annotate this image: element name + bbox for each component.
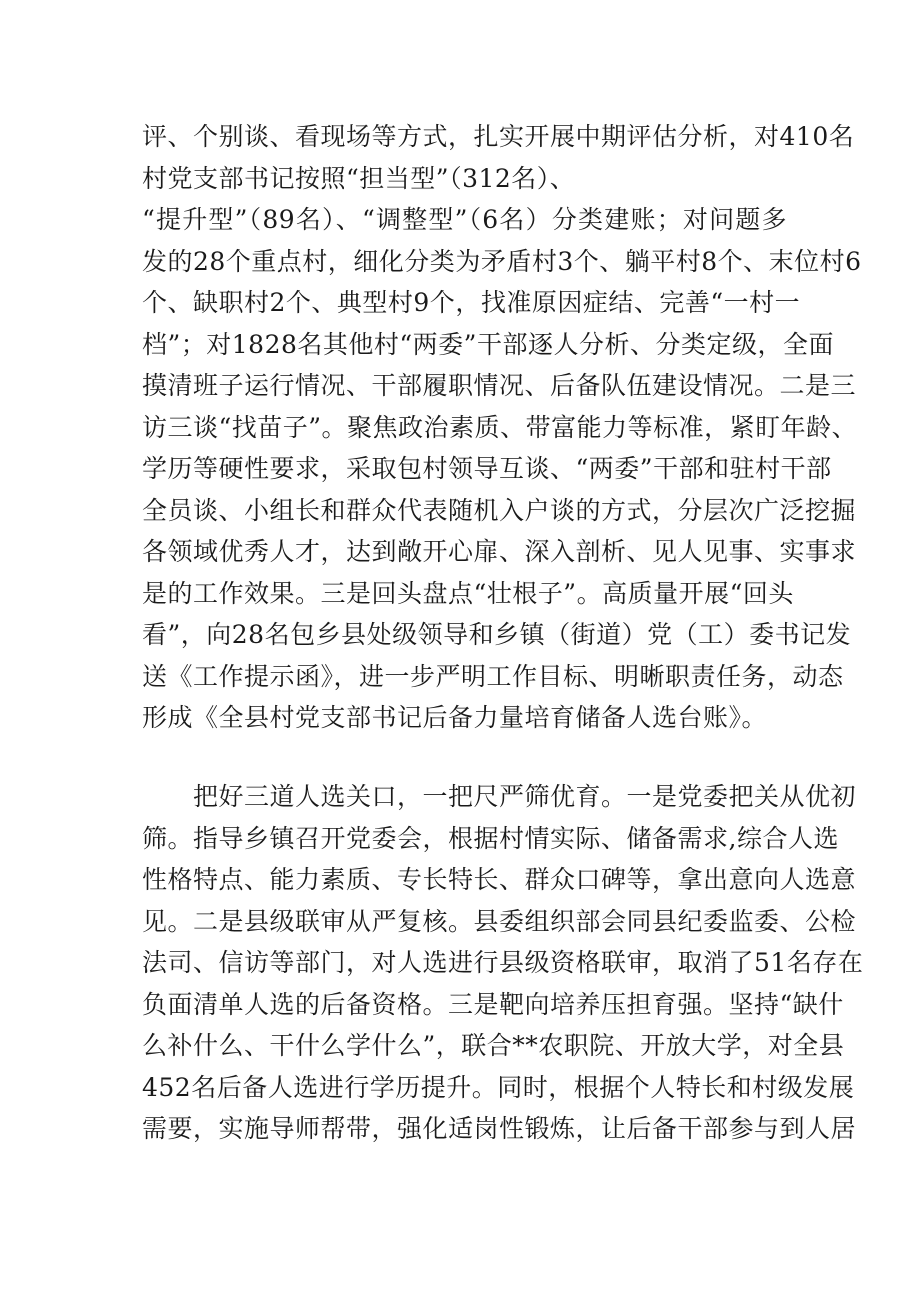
paragraph-line: 性格特点、能力素质、专长特长、群众口碑等，拿出意向人选意 <box>142 865 857 894</box>
paragraph-line: 把好三道人选关口，一把尺严筛优育。一是党委把关从优初 <box>142 782 857 811</box>
paragraph-line: 摸清班子运行情况、干部履职情况、后备队伍建设情况。二是三 <box>142 371 857 400</box>
paragraph-line: 需要，实施导师帮带，强化适岗性锻炼，让后备干部参与到人居 <box>142 1114 857 1143</box>
paragraph-line: 访三谈“找苗子”。聚焦政治素质、带富能力等标准，紧盯年龄、 <box>142 412 858 442</box>
paragraph-2 <box>142 776 864 1150</box>
paragraph-line: 形成《全县村党支部书记后备力量培育储备人选台账》。 <box>142 703 768 732</box>
paragraph-line: 村党支部书记按照“担当型”（312名）、 <box>142 163 576 193</box>
paragraph-line: “提升型”（89名）、“调整型”（6名）分类建账；对问题多 <box>142 205 787 234</box>
paragraph-line: 评、个别谈、看现场等方式，扎实开展中期评估分析，对410名 <box>142 122 855 151</box>
paragraph-line: 学历等硬性要求，采取包村领导互谈、“两委”干部和驻村干部 <box>142 454 832 483</box>
paragraph-line: 发的28个重点村，细化分类为矛盾村3个、躺平村8个、末位村6 <box>142 246 862 276</box>
paragraph-line: 送《工作提示函》，进一步严明工作目标、明晰职责任务，动态 <box>142 661 844 691</box>
paragraph-line: 负面清单人选的后备资格。三是靶向培养压担育强。坚持“缺什 <box>142 989 844 1019</box>
paragraph-line: 法司、信访等部门，对人选进行县级资格联审，取消了51名存在 <box>142 948 864 977</box>
paragraph-line: 见。二是县级联审从严复核。县委组织部会同县纪委监委、公检 <box>142 906 857 936</box>
paragraph-line: 么补什么、干什么学什么”，联合**农职院、开放大学，对全县 <box>142 1031 845 1060</box>
paragraph-line: 全员谈、小组长和群众代表随机入户谈的方式，分层次广泛挖掘 <box>142 495 857 525</box>
paragraph-line: 档”；对1828名其他村“两委”干部逐人分析、分类定级，全面 <box>142 329 834 359</box>
paragraph-1 <box>142 116 862 739</box>
paragraph-line: 是的工作效果。三是回头盘点“壮根子”。高质量开展“回头 <box>142 578 794 608</box>
paragraph-line: 452名后备人选进行学历提升。同时，根据个人特长和村级发展 <box>142 1072 855 1102</box>
paragraph-line: 个、缺职村2个、典型村9个，找准原因症结、完善“一村一 <box>142 288 801 317</box>
paragraph-line: 各领域优秀人才，达到敞开心扉、深入剖析、见人见事、实事求 <box>142 537 857 566</box>
paragraph-line: 看”，向28名包乡县处级领导和乡镇（街道）党（工）委书记发 <box>142 620 852 649</box>
paragraph-line: 筛。指导乡镇召开党委会，根据村情实际、储备需求,综合人选 <box>142 823 839 853</box>
